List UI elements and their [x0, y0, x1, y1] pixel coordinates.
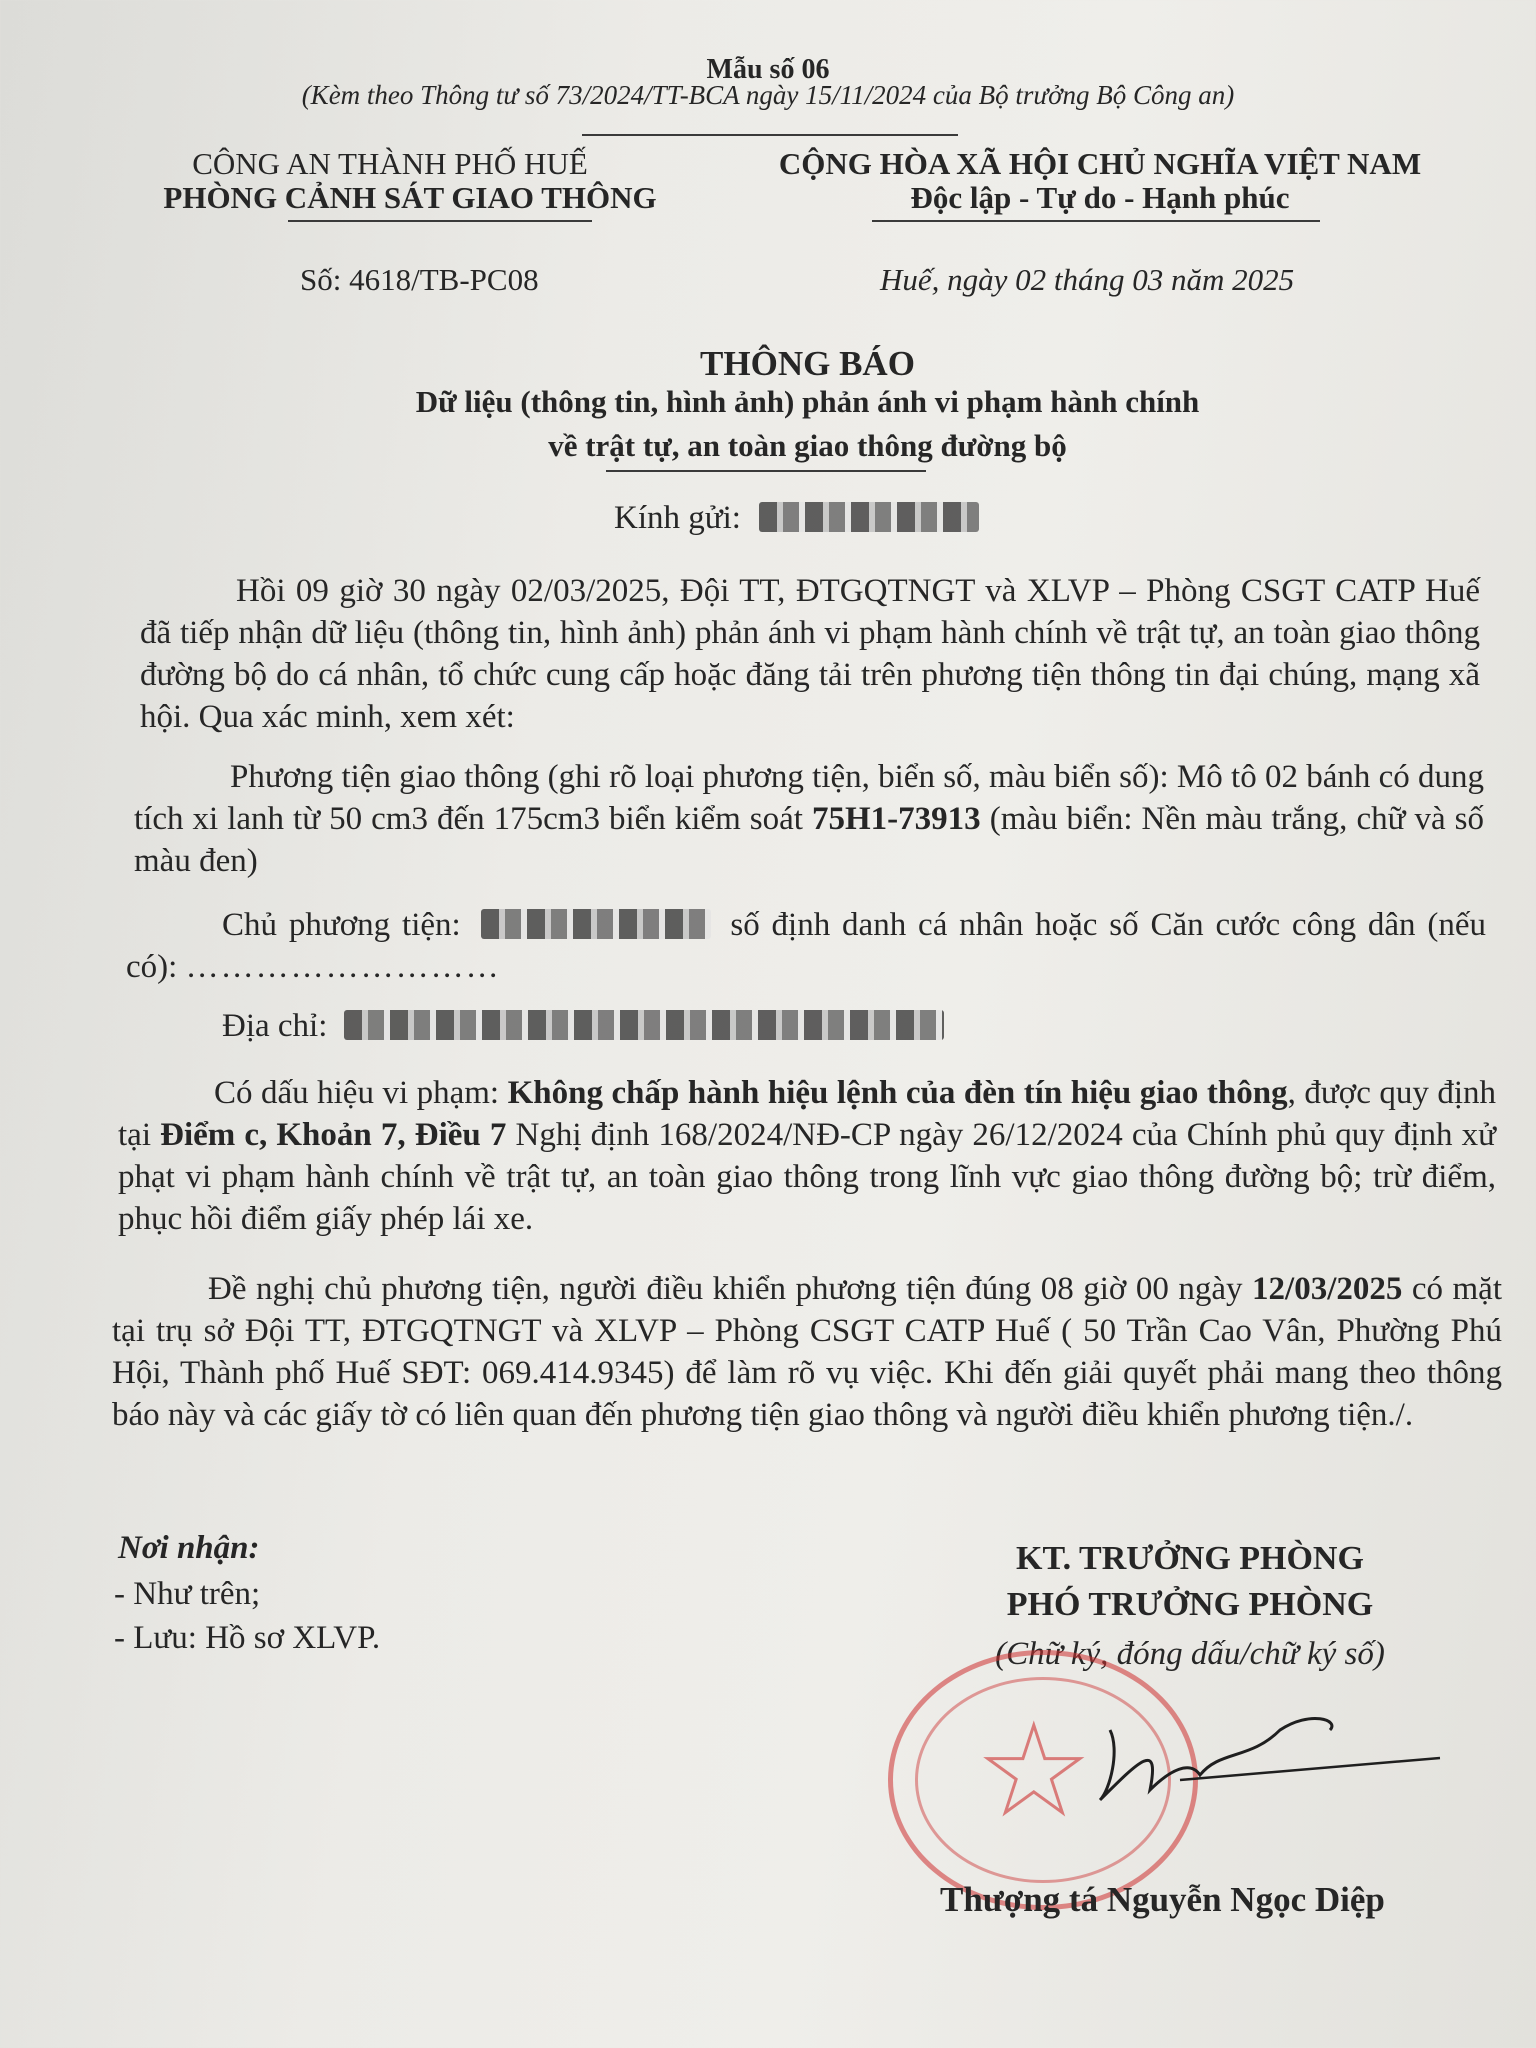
document-subtitle-1: Dữ liệu (thông tin, hình ảnh) phản ánh vi phạm hành chính [415, 384, 1200, 419]
place-date: Huế, ngày 02 tháng 03 năm 2025 [880, 262, 1295, 297]
owner-id-text: số định danh cá nhân hoặc số Căn cước công dân (nếu có): [126, 907, 1487, 985]
summons-intro: Đề nghị chủ phương tiện, người điều khiển phương tiện đúng 08 giờ 00 ngày [208, 1271, 1243, 1307]
summons-date: 12/03/2025 [1252, 1271, 1403, 1307]
agency-department: PHÒNG CẢNH SÁT GIAO THÔNG [163, 180, 657, 215]
recipient-label: Kính gửi: [614, 500, 741, 536]
paragraph-summons [112, 1268, 1502, 1436]
plate-color-text: (màu biển: Nền màu trắng, chữ và số màu đen) [134, 801, 1485, 879]
paragraph-receipt [140, 570, 1480, 738]
signer-name: Thượng tá Nguyễn Ngọc Diệp [940, 1880, 1385, 1919]
handwritten-signature [1080, 1690, 1450, 1810]
address-label: Địa chỉ: [222, 1008, 328, 1044]
nation-name: CỘNG HÒA XÃ HỘI CHỦ NGHĨA VIỆT NAM [778, 146, 1422, 181]
signature-note: (Chữ ký, đóng dấu/chữ ký số) [995, 1636, 1385, 1672]
stamp-star-icon: ★ [980, 1702, 1088, 1841]
document-title: THÔNG BÁO [700, 344, 915, 383]
agency-underline [288, 220, 592, 222]
recipients-title: Nơi nhận: [118, 1530, 260, 1566]
recipient-line [614, 500, 979, 537]
signature-title-1: KT. TRƯỞNG PHÒNG [1016, 1540, 1364, 1577]
form-note: (Kèm theo Thông tư số 73/2024/TT-BCA ngày 15/11/2024 của Bộ trưởng Bộ Công an) [301, 80, 1235, 110]
violation-article: Điểm c, Khoản 7, Điều 7 [160, 1117, 507, 1153]
vehicle-text: Phương tiện giao thông (ghi rõ loại phương tiện, biển số, màu biển số): Mô tô 02 bánh có dung tích xi lanh từ 50 cm3 đến 175cm3 biển kiểm soát [134, 759, 1484, 837]
document-subtitle-2: về trật tự, an toàn giao thông đường bộ [548, 428, 1067, 463]
signature-title-2: PHÓ TRƯỞNG PHÒNG [1006, 1586, 1374, 1623]
recipients-item-1: - Như trên; [114, 1576, 261, 1612]
form-divider [582, 134, 958, 136]
title-underline [606, 470, 926, 472]
paragraph-receipt-text: Hồi 09 giờ 30 ngày 02/03/2025, Đội TT, ĐTGQTNGT và XLVP – Phòng CSGT CATP Huế đã tiếp nhận dữ liệu (thông tin, hình ảnh) phản ánh vi phạm hành chính về trật tự, an toàn giao thông đường bộ do cá nhân, tổ chức cung cấp hoặc đăng tải trên phương tiện thông tin đại chúng, mạng xã hội. Qua xác minh, xem xét: [140, 573, 1480, 735]
owner-label: Chủ phương tiện: [222, 907, 461, 943]
license-plate: 75H1-73913 [812, 801, 981, 837]
agency-name: CÔNG AN THÀNH PHỐ HUẾ [192, 146, 588, 181]
violation-intro: Có dấu hiệu vi phạm: [214, 1075, 500, 1111]
summons-details: có mặt tại trụ sở Đội TT, ĐTGQTNGT và XLVP – Phòng CSGT CATP Huế ( 50 Trần Cao Vân, Phường Phú Hội, Thành phố Huế SĐT: 069.414.9345) để làm rõ vụ việc. Khi đến giải quyết phải mang theo thông báo này và các giấy tờ có liên quan đến phương tiện giao thông và người điều khiển phương tiện./. [112, 1271, 1503, 1433]
violation-description: Không chấp hành hiệu lệnh của đèn tín hiệu giao thông [507, 1075, 1288, 1111]
nation-motto: Độc lập - Tự do - Hạnh phúc [910, 180, 1290, 215]
paragraph-owner [126, 904, 1486, 988]
motto-underline [872, 220, 1320, 222]
form-number: Mẫu số 06 [706, 54, 830, 85]
paragraph-vehicle [134, 756, 1484, 882]
owner-name-redacted [481, 909, 711, 939]
address-line [222, 1008, 944, 1045]
violation-decree: Nghị định 168/2024/NĐ-CP ngày 26/12/2024 của Chính phủ quy định xử phạt vi phạm hành chính về trật tự, an toàn giao thông trong lĩnh vực giao thông đường bộ; trừ điểm, phục hồi điểm giấy phép lái xe. [118, 1117, 1497, 1237]
owner-id-dots: ……………………… [185, 949, 501, 985]
violation-regulated: , được quy định tại [118, 1075, 1497, 1153]
recipient-redacted [759, 502, 979, 532]
paragraph-violation [118, 1072, 1496, 1240]
document-number: Số: 4618/TB-PC08 [300, 262, 539, 297]
address-redacted [344, 1010, 944, 1040]
recipients-item-2: - Lưu: Hồ sơ XLVP. [114, 1620, 381, 1656]
